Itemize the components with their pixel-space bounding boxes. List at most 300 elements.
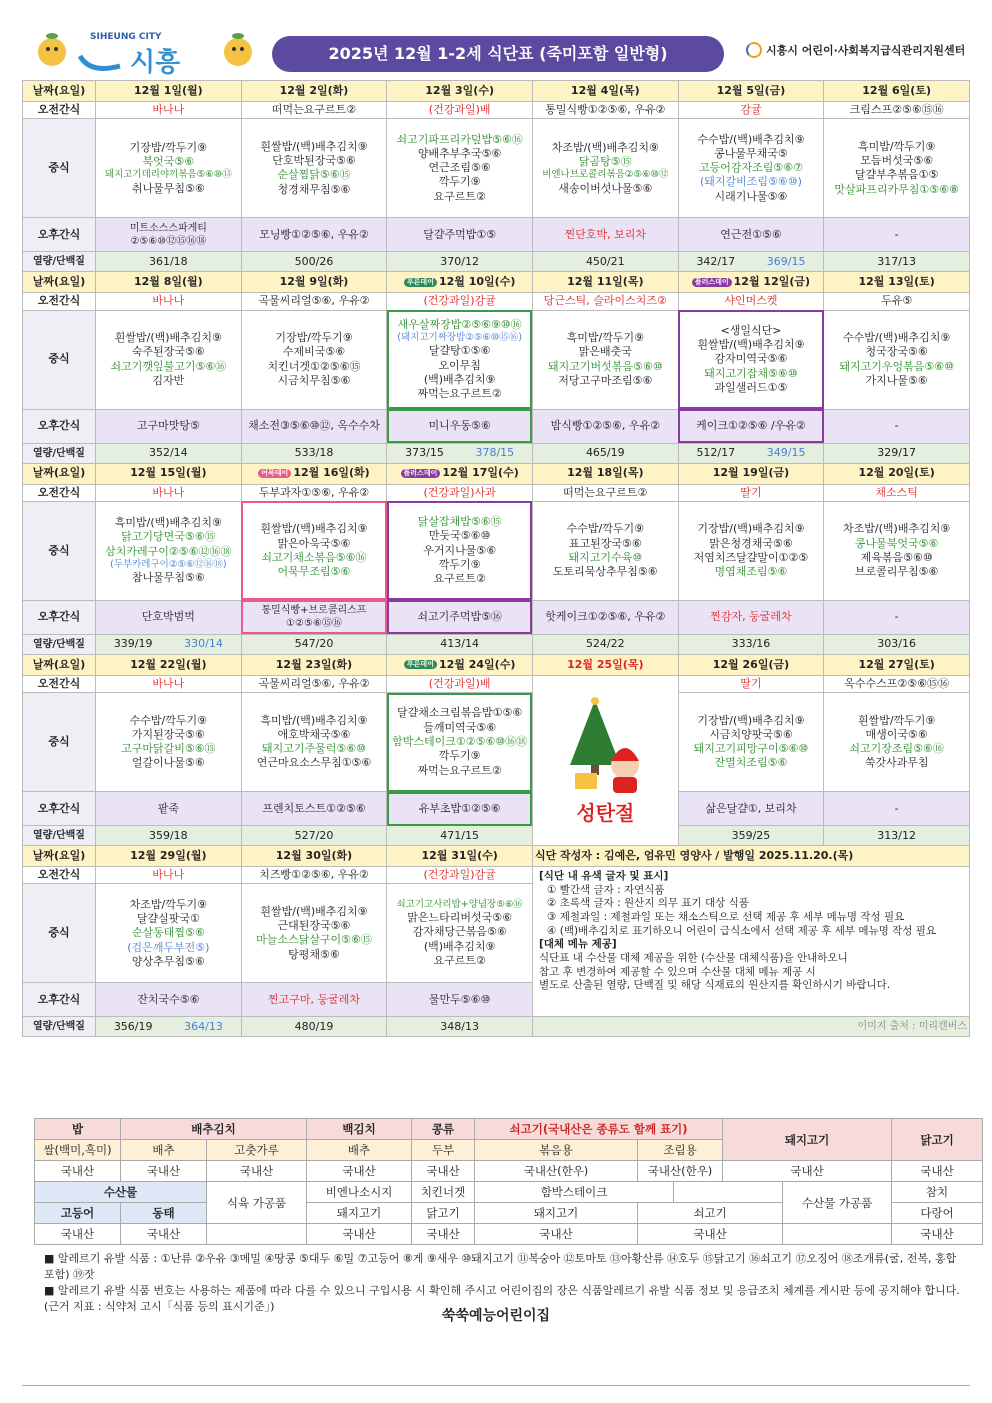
lunch-item: 단호박된장국⑤⑥ [272, 154, 356, 167]
day-date [241, 654, 387, 675]
lunch-item: 새우살짜장밥②⑤⑥⑨⑩⑯ [397, 317, 522, 331]
lunch-menu [96, 693, 242, 792]
lunch-item: 고구마닭갈비⑤⑥⑮ [121, 742, 216, 756]
date-label: 날짜(요일) [23, 463, 96, 484]
lunch-menu [678, 119, 824, 218]
am-snack: 두유⑤ [824, 293, 970, 310]
lunch-item: 흑미밥/(백)배추김치⑨ [114, 516, 222, 530]
lunch-item: 애호박채국⑤⑥ [277, 727, 351, 741]
day-date [824, 272, 970, 293]
lunch-item: 수수밥/깍두기⑨ [129, 713, 207, 727]
pm-snack: 찐감자, 둥굴레차 [678, 600, 824, 634]
lunch-item: 달걀채소크림볶음밥①⑤⑥ [397, 706, 523, 720]
lunch-menu [241, 119, 387, 218]
lunch-item: 순살동태찜⑤⑥ [131, 926, 205, 940]
day-date-text: 12월 19일(금) [712, 466, 790, 480]
lunch-item: 취나물무침⑤⑥ [131, 181, 205, 195]
lunch-item: 고등어감자조림⑤⑥⑦ [698, 161, 803, 175]
pm-snack: 찐단호박, 보리차 [532, 218, 678, 252]
lunch-menu [824, 693, 970, 792]
day-tag: 플러스데이 [692, 278, 732, 287]
pm-snack: - [824, 600, 970, 634]
day-date-text: 12월 15일(월) [130, 466, 207, 480]
origin-cabbage-sub: 배추 [121, 1140, 207, 1161]
kcal-protein: 500/26 [241, 252, 387, 272]
lunch-item: 김자반 [152, 373, 185, 387]
lunch-menu [241, 884, 387, 983]
pm-snack: 삶은달걀①, 보리차 [678, 792, 824, 826]
pm-snack: 잔치국수⑤⑥ [96, 983, 242, 1017]
day-date [96, 654, 242, 675]
pm-snack: - [824, 792, 970, 826]
lunch-label: 중식 [23, 884, 96, 983]
origin-rice-header: 밥 [35, 1119, 121, 1140]
lunch-item: 맛살파프리카무침①⑤⑥⑧ [834, 182, 959, 196]
lunch-item: 탕평채⑤⑥ [288, 947, 340, 961]
city-kr: 시흥 [130, 48, 181, 78]
lunch-item: 흰쌀밥/(백)배추김치⑨ [260, 904, 368, 918]
lunch-menu [241, 310, 387, 409]
center-name [746, 42, 965, 58]
kcal-protein: 547/20 [241, 634, 387, 654]
lunch-item: 숙주된장국⑤⑥ [131, 345, 205, 359]
lunch-item: 쑥갓사과무침 [864, 756, 929, 770]
lunch-item: 닭살잡채밥⑤⑥⑮ [417, 515, 502, 529]
kcal-protein: 465/19 [532, 443, 678, 463]
kcal-protein [96, 634, 242, 654]
day-date [678, 463, 824, 484]
lunch-item: 콩나물북엇국⑤⑥ [854, 536, 939, 550]
origin-cell: 국내산(한우) [638, 1161, 723, 1182]
am-snack-label: 오전간식 [23, 293, 96, 310]
lunch-item: 요구르트② [433, 189, 486, 203]
lunch-item: 기장밥/(백)배추김치⑨ [697, 713, 805, 727]
kcal-protein [678, 443, 824, 463]
lunch-item: 저당고구마조림⑤⑥ [558, 373, 653, 387]
day-date-text: 12월 16일(화) [293, 466, 370, 480]
day-date [96, 463, 242, 484]
am-snack: 통밀식빵①②⑤⑥, 우유② [532, 102, 678, 119]
origin-sub: 돼지고기 [307, 1203, 412, 1224]
origin-pepper-sub: 고춧가루 [207, 1140, 307, 1161]
day-date [678, 654, 824, 675]
kcal-protein: 313/12 [824, 826, 970, 846]
lunch-item: 청경채무침⑤⑥ [277, 182, 351, 196]
lunch-label: 중식 [23, 310, 96, 409]
am-snack: (건강과일)배 [387, 675, 533, 692]
day-date-text: 12월 29일(월) [130, 849, 207, 863]
lunch-item: 수수밥/(백)배추김치⑨ [697, 132, 805, 146]
origin-cell: 국내산 [412, 1224, 475, 1245]
origin-beef-header: 쇠고기(국내산은 종류도 함께 표기) [475, 1119, 723, 1140]
lunch-item: 연근조림⑤⑥ [428, 161, 491, 175]
lunch-item: 돼지고기수육⑩ [568, 550, 643, 564]
origin-stirfry-sub: 볶음용 [475, 1140, 638, 1161]
kcal-alt-value: 369/15 [766, 254, 806, 268]
author-info: 식단 작성자 : 김예은, 엄유민 영양사 / 발행일 2025.11.20.(목) [532, 846, 969, 867]
lunch-item: 돼지고기우엉볶음⑤⑥⑩ [839, 359, 954, 373]
lunch-item: 마늘소스닭살구이⑤⑥⑮ [256, 933, 372, 947]
am-snack: 당근스틱, 슬라이스치즈② [532, 293, 678, 310]
am-snack: 바나나 [96, 484, 242, 501]
pm-snack: 유부초밥①②⑤⑥ [387, 792, 533, 826]
kcal-protein [678, 252, 824, 272]
lunch-menu [824, 310, 970, 409]
lunch-item: 달걀탕①⑤⑥ [428, 344, 491, 358]
am-snack: 딸기 [678, 484, 824, 501]
kcal-protein: 348/13 [387, 1017, 533, 1037]
lunch-item: 맑은청경채국⑤⑥ [709, 536, 793, 550]
lunch-item: 콩나물무채국⑤ [714, 146, 788, 160]
lunch-item: 순살찜닭⑤⑥⑮ [277, 168, 351, 182]
kcal-protein: 480/19 [241, 1017, 387, 1037]
date-label: 날짜(요일) [23, 846, 96, 867]
kcal-protein: 370/12 [387, 252, 533, 272]
bottom-divider [22, 1385, 970, 1386]
day-date-text: 12월 9일(화) [279, 275, 349, 289]
menu-table [22, 80, 970, 1037]
lunch-item: 양배추부추국⑤⑥ [417, 146, 502, 160]
origin-mackerel: 고등어 [35, 1203, 121, 1224]
origin-sub: 닭고기 [412, 1203, 475, 1224]
lunch-item: 돼지고기주물럭⑤⑥⑩ [262, 742, 366, 756]
lunch-item: 흰쌀밥/(백)배추김치⑨ [697, 338, 805, 352]
lunch-item: 삼치카레구이②⑤⑥⑫⑯⑱ [105, 544, 232, 558]
am-snack: 크림스프②⑤⑥⑮⑯ [824, 102, 970, 119]
origin-cell: 국내산 [892, 1224, 983, 1245]
lunch-menu [532, 501, 678, 600]
kcal-protein: 352/14 [96, 443, 242, 463]
date-label: 날짜(요일) [23, 654, 96, 675]
day-date-text: 12월 13일(토) [858, 275, 935, 289]
origin-cell: 국내산 [121, 1161, 207, 1182]
kcal-value: 512/17 [696, 445, 736, 459]
origin-cell: 국내산 [638, 1224, 783, 1245]
origin-sausage-header: 비엔나소시지 [307, 1182, 412, 1203]
am-snack: 바나나 [96, 867, 242, 884]
lunch-item: 닭고기당면국⑤⑥⑮ [121, 530, 216, 544]
lunch-item: <생일식단> [720, 323, 782, 337]
lunch-item: 맑은느타리버섯국⑤⑥ [407, 911, 512, 925]
am-snack: (건강과일)배 [387, 102, 533, 119]
origin-cell: 국내산 [35, 1224, 121, 1245]
origin-cell: 국내산 [207, 1161, 307, 1182]
pm-snack-label: 오후간식 [23, 409, 96, 443]
origin-bean-header: 콩류 [412, 1119, 475, 1140]
lunch-item: 감자미역국⑤⑥ [714, 352, 788, 366]
day-date-text: 12월 12일(금) [733, 275, 811, 289]
note-line: [대체 메뉴 제공] [538, 938, 617, 951]
kcal-protein: 359/18 [96, 826, 242, 846]
kcal-label: 열량/단백질 [23, 826, 96, 846]
lunch-item: 돼지고기잡채⑤⑥⑩ [704, 366, 798, 380]
pm-snack: 연근전①⑤⑥ [678, 218, 824, 252]
lunch-item: 쇠고기깻잎불고기⑤⑥⑯ [110, 359, 227, 373]
kcal-protein: 524/22 [532, 634, 678, 654]
lunch-item: 흰쌀밥/(백)배추김치⑨ [260, 522, 368, 536]
lunch-menu [532, 119, 678, 218]
kcal-alt-value: 330/14 [184, 637, 223, 651]
lunch-item: 흑미밥/(백)배추김치⑨ [260, 713, 368, 727]
lunch-item: 흰쌀밥/(백)배추김치⑨ [260, 139, 368, 153]
lunch-item: 흑미밥/깍두기⑨ [566, 331, 644, 344]
lunch-menu [96, 501, 242, 600]
day-tag: 플러스데이 [401, 469, 441, 478]
day-date-text: 12월 2일(화) [279, 83, 349, 97]
pm-snack: 고구마맛탕⑤ [96, 409, 242, 443]
day-date [387, 81, 533, 102]
am-snack: 곡물씨리얼⑤⑥, 우유② [241, 293, 387, 310]
day-date [241, 846, 387, 867]
kcal-protein: 303/16 [824, 634, 970, 654]
lunch-menu [678, 693, 824, 792]
lunch-menu [96, 884, 242, 983]
lunch-item: 차조밥/(백)배추김치⑨ [843, 522, 951, 536]
lunch-item: 비엔나브로콜리볶음②⑤⑥⑩⑫ [542, 169, 669, 181]
lunch-item: (백)배추김치⑨ [423, 372, 496, 386]
lunch-item: 근대된장국⑤⑥ [277, 919, 351, 933]
lunch-item: 수수밥/(백)배추김치⑨ [843, 331, 951, 344]
kcal-protein: 317/13 [824, 252, 970, 272]
lunch-item: 양상추무침⑤⑥ [131, 954, 205, 968]
day-date [532, 654, 678, 675]
pm-snack: - [824, 409, 970, 443]
day-date [824, 81, 970, 102]
pm-snack: 쇠고기주먹밥⑤⑯ [387, 600, 533, 634]
lunch-menu [241, 501, 387, 600]
pm-snack: 물만두⑤⑥⑩ [387, 983, 533, 1017]
lunch-menu [96, 310, 242, 409]
lunch-menu [678, 501, 824, 600]
lunch-item: 브로콜리무침⑤⑥ [854, 565, 939, 579]
origin-processed-header: 식육 가공품 [207, 1182, 307, 1224]
kcal-label: 열량/단백질 [23, 252, 96, 272]
lunch-item: 차조밥/깍두기⑨ [129, 897, 207, 911]
am-snack: 바나나 [96, 102, 242, 119]
lunch-menu [387, 310, 533, 409]
lunch-item: 북엇국⑤⑥ [142, 154, 195, 168]
day-date [387, 272, 533, 293]
lunch-item: 가지나물⑤⑥ [865, 373, 928, 387]
origin-tuna-header: 참치 [892, 1182, 983, 1203]
pm-snack: 미트소스스파게티 ②⑤⑥⑩⑫⑮⑯⑱ [96, 218, 242, 252]
pm-snack: 팥죽 [96, 792, 242, 826]
lunch-menu [241, 693, 387, 792]
pm-snack-label: 오후간식 [23, 218, 96, 252]
origin-braise-sub: 조림용 [638, 1140, 723, 1161]
pm-snack: 모닝빵①②⑤⑥, 우유② [241, 218, 387, 252]
day-tag: 어묵데이 [258, 469, 291, 478]
kcal-value: 339/19 [113, 637, 153, 651]
lunch-item: 표고된장국⑤⑥ [568, 536, 642, 550]
page-title: 2025년 12월 1-2세 식단표 (죽미포함 일반형) [272, 36, 724, 72]
lunch-item: 기장밥/깍두기⑨ [129, 140, 207, 154]
am-snack: (건강과일)사과 [387, 484, 533, 501]
am-snack: 두부과자①⑤⑥, 우유② [241, 484, 387, 501]
am-snack-label: 오전간식 [23, 484, 96, 501]
kcal-protein: 329/17 [824, 443, 970, 463]
lunch-item: 연근마요소스무침①⑤⑥ [256, 756, 372, 770]
day-tag: 푸른데이 [404, 660, 437, 669]
lunch-item: (검은깨두부전⑤) [127, 940, 210, 954]
lunch-item: 우거지나물⑤⑥ [423, 543, 497, 557]
lunch-menu [824, 501, 970, 600]
pm-snack-label: 오후간식 [23, 792, 96, 826]
origin-cell: 국내산 [307, 1224, 412, 1245]
kcal-label: 열량/단백질 [23, 634, 96, 654]
day-date-text: 12월 8일(월) [133, 275, 203, 289]
origin-cell: 국내산(한우) [475, 1161, 638, 1182]
pm-snack: 달걀주먹밥①⑤ [387, 218, 533, 252]
lunch-item: 맑은배춧국 [578, 345, 632, 359]
origin-pollack: 동태 [121, 1203, 207, 1224]
kcal-protein: 413/14 [387, 634, 533, 654]
origin-whitekimchi-header: 백김치 [307, 1119, 412, 1140]
kindergarten-name: 쑥쑥예능어린이집 [441, 1308, 551, 1324]
lunch-item: 달걀부추볶음①⑤ [854, 168, 939, 182]
image-credit: 이미지 출처 : 미리캔버스 [532, 1017, 969, 1037]
am-snack: 옥수수스프②⑤⑥⑮⑯ [824, 675, 970, 692]
lunch-menu [387, 501, 533, 600]
pm-snack: 통밀식빵+브로콜리스프 ①②⑤⑥⑮⑯ [241, 600, 387, 634]
am-snack: 감귤 [678, 102, 824, 119]
lunch-item: 쇠고기장조림⑤⑥⑯ [849, 742, 944, 756]
am-snack: 떠먹는요구르트② [241, 102, 387, 119]
lunch-item: 얼갈이나물⑤⑥ [131, 756, 205, 770]
lunch-item: 차조밥/(백)배추김치⑨ [551, 140, 659, 154]
day-date-text: 12월 30일(화) [275, 849, 353, 863]
date-label: 날짜(요일) [23, 272, 96, 293]
lunch-item: 닭곰탕⑤⑮ [578, 154, 632, 168]
lunch-item: 흰쌀밥/깍두기⑨ [857, 713, 936, 727]
lunch-item: 기장밥/깍두기⑨ [275, 331, 353, 344]
lunch-menu [96, 119, 242, 218]
lunch-item: (백)배추김치⑨ [423, 939, 496, 953]
lunch-item: 가지된장국⑤⑥ [131, 727, 205, 741]
lunch-item: 청국장국⑤⑥ [865, 345, 928, 359]
kcal-value: 342/17 [696, 254, 736, 268]
lunch-menu [387, 884, 533, 983]
lunch-item: 흑미밥/깍두기⑨ [857, 139, 936, 153]
lunch-item: 새송이버섯나물⑤⑥ [558, 181, 653, 195]
lunch-item: 저염치즈달걀말이①②⑤ [693, 550, 809, 564]
pm-snack: 찐고구마, 둥굴레차 [241, 983, 387, 1017]
kcal-protein [387, 443, 533, 463]
lunch-item: 달걀실팟국① [136, 912, 200, 926]
note-line: [식단 내 유색 글자 및 표시] [538, 870, 669, 883]
day-date-text: 12월 5일(금) [716, 83, 786, 97]
day-date [96, 81, 242, 102]
lunch-item: 짜먹는요구르트② [417, 387, 502, 401]
day-date [824, 463, 970, 484]
lunch-label: 중식 [23, 501, 96, 600]
am-snack: 떠먹는요구르트② [532, 484, 678, 501]
am-snack-label: 오전간식 [23, 867, 96, 884]
am-snack-label: 오전간식 [23, 102, 96, 119]
day-date [824, 654, 970, 675]
lunch-item: 시금치양팟국⑤⑥ [709, 727, 793, 741]
lunch-item: 명엽채조림⑤⑥ [714, 565, 788, 579]
holiday-cell [532, 675, 678, 845]
lunch-item: (두부카레구이②⑤⑥⑫⑯⑱) [110, 559, 227, 571]
lunch-item: 오이무침 [438, 358, 481, 372]
lunch-item: 깍두기⑨ [438, 558, 481, 572]
kcal-protein: 533/18 [241, 443, 387, 463]
lunch-item: 모듬버섯국⑤⑥ [860, 154, 934, 167]
lunch-item: 도토리묵상추무침⑤⑥ [552, 565, 658, 579]
day-date-text: 12월 4일(목) [570, 83, 640, 97]
origin-cell: 국내산 [475, 1224, 638, 1245]
am-snack: 곡물씨리얼⑤⑥, 우유② [241, 675, 387, 692]
lunch-item: 잔멸치조림⑤⑥ [714, 756, 788, 770]
lunch-item: (돼지고기짜장밥②⑤⑥⑩⑮⑯) [397, 331, 522, 343]
day-date-text: 12월 31일(수) [421, 849, 498, 863]
pm-snack: 미니우동⑤⑥ [387, 409, 533, 443]
lunch-item: 돼지고기피망구이⑤⑥⑩ [693, 742, 809, 756]
lunch-item: 돼지고기버섯볶음⑤⑥⑩ [548, 359, 663, 373]
lunch-item: 과일샐러드①⑤ [714, 381, 788, 395]
kcal-protein: 359/25 [678, 826, 824, 846]
origin-tofu-sub: 두부 [412, 1140, 475, 1161]
lunch-item: 들깨미역국⑤⑥ [423, 720, 497, 734]
lunch-item: 요구르트② [433, 953, 486, 967]
am-snack: 채소스틱 [824, 484, 970, 501]
lunch-item: 감자채당근볶음⑤⑥ [412, 925, 507, 939]
lunch-menu [387, 119, 533, 218]
origin-cell: 국내산 [35, 1161, 121, 1182]
day-date [532, 463, 678, 484]
lunch-menu [532, 310, 678, 409]
day-date [387, 654, 533, 675]
lunch-item: 깍두기⑨ [438, 749, 481, 763]
day-date [96, 272, 242, 293]
center-logo-icon [746, 42, 762, 58]
pm-snack: 채소전③⑤⑥⑩⑫, 옥수수차 [241, 409, 387, 443]
origin-sub: 다랑어 [892, 1203, 983, 1224]
note-line: ④ (백)배추김치로 표기하오니 어린이 급식소에서 선택 제공 후 세부 메뉴명 작성 필요 [546, 924, 937, 937]
pm-snack: - [824, 218, 970, 252]
kcal-value: 356/19 [113, 1019, 153, 1033]
pm-snack: 단호박범벅 [96, 600, 242, 634]
lunch-item: 매생이국⑤⑥ [865, 727, 928, 741]
day-date-text: 12월 1일(월) [133, 83, 203, 97]
day-date-text: 12월 25일(목) [567, 657, 644, 671]
kcal-alt-value: 364/13 [184, 1019, 223, 1033]
day-tag: 푸른데이 [404, 278, 437, 287]
am-snack: 딸기 [678, 675, 824, 692]
lunch-menu [824, 119, 970, 218]
note-line: 식단표 내 수산물 대체 제공을 위한 (수산물 대체식품)을 안내하오니 [538, 952, 848, 965]
lunch-label: 중식 [23, 119, 96, 218]
lunch-item: 맑은아욱국⑤⑥ [277, 536, 351, 550]
kcal-label: 열량/단백질 [23, 443, 96, 463]
kcal-value: 373/15 [405, 445, 444, 459]
lunch-item: 만둣국⑤⑥⑩ [428, 529, 491, 543]
kcal-label: 열량/단백질 [23, 1017, 96, 1037]
lunch-label: 중식 [23, 693, 96, 792]
day-date-text: 12월 23일(화) [275, 657, 353, 671]
lunch-item: 함박스테이크①②⑤⑥⑩⑯⑱ [392, 735, 528, 749]
am-snack: 치즈빵①②⑤⑥, 우유② [241, 867, 387, 884]
origin-empty [207, 1224, 307, 1245]
am-snack-label: 오전간식 [23, 675, 96, 692]
lunch-item: 흰쌀밥/(백)배추김치⑨ [114, 331, 222, 344]
allergy-line-1: ■ 알레르기 유발 식품 : ①난류 ②우유 ③메밀 ④땅콩 ⑤대두 ⑥밀 ⑦고등어 ⑧게 ⑨새우 ⑩돼지고기 ⑪복숭아 ⑫토마토 ⑬아황산류 ⑭호두 ⑮닭고기 ⑯쇠고기 ⑰오징어 ⑱조개류(굴, 전복, 홍합 포함) ⑲잣 [44, 1252, 957, 1281]
lunch-item: 깍두기⑨ [438, 175, 481, 189]
kcal-alt-value: 378/15 [475, 445, 515, 459]
lunch-menu [387, 693, 533, 792]
lunch-item: (돼지갈비조림⑤⑥⑩) [699, 175, 802, 189]
